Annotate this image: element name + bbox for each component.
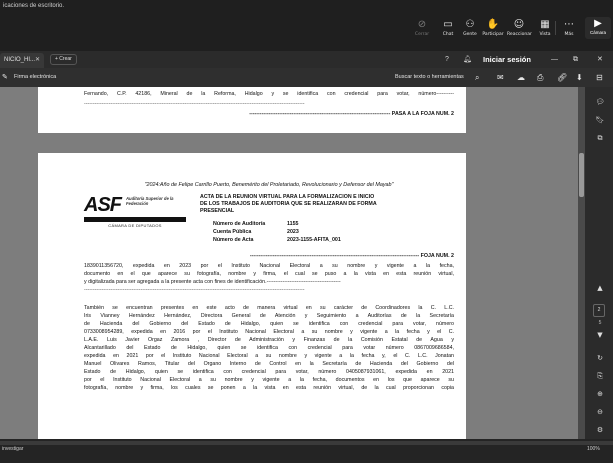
asf-logo-text: ASF: [84, 194, 121, 216]
para2-line: Alcantarillado del Estado de Hidalgo, quien se identifica con credencial para votar número 0867009686584,: [84, 345, 454, 351]
more-icon: ⋯: [564, 19, 574, 30]
page-number-field[interactable]: 2: [593, 304, 605, 317]
upload-icon[interactable]: ☁: [517, 73, 525, 82]
pdf-page-1: [38, 87, 466, 133]
para1-dash-line: -----------------------------------------------------------------------------------------------------------------------------: [84, 287, 305, 293]
page1-foja-line: -------------------------------------------------------------------------------- PASA A LA FOJA NÚM. 2: [249, 111, 454, 117]
act-title-2: DE LOS TRABAJOS DE AUDITORÍA QUE SE REALIZARÁN DE FORMA: [200, 201, 377, 207]
people-icon: ⚇: [465, 19, 475, 30]
chat-icon: ▭: [443, 19, 453, 30]
desktop-notification-text: icaciones de escritorio.: [0, 0, 613, 13]
status-bar: [0, 439, 613, 463]
meta-label: Número de Acta: [213, 237, 254, 243]
para1-line: documento en el que aparece su fotografía, nombre y firma, el cual se puso a la vista en esta reunión virtual,: [84, 271, 454, 277]
document-tab[interactable]: NICIO_HI...: [0, 53, 44, 68]
para2-line: L.A.E. Luis Javier Orgaz Zamora , Director de Administración y Finanzas de la Comisión Estatal de Agua y: [84, 337, 454, 343]
sign-in-button[interactable]: Iniciar sesión: [483, 55, 531, 64]
document-viewer[interactable]: [0, 87, 585, 439]
para2-line: Iris Vianney Hernández Hernández, Directora General de Atención y Seguimiento a Auditorías de la Secretaría: [84, 313, 454, 319]
link-icon[interactable]: 🔗︎: [557, 73, 568, 82]
help-icon[interactable]: ?: [445, 56, 449, 63]
chat-button[interactable]: ▭ Chat: [436, 19, 460, 37]
view-button[interactable]: ▦ Vista: [533, 19, 557, 37]
zoom-out-icon[interactable]: ⊖: [597, 408, 603, 416]
asf-logo: [84, 192, 188, 230]
bell-icon[interactable]: 🔔︎: [463, 56, 472, 63]
teams-meeting-bar: [0, 0, 613, 51]
asf-logo-subtitle: Auditoría Superior de la Federación: [126, 196, 174, 206]
search-icon[interactable]: ⌕: [475, 73, 480, 82]
para2-line: Estado de Hidalgo, quien se identifica con credencial para votar, número 0405087931061, expedida en 2021: [84, 369, 454, 375]
page-down-icon[interactable]: ▼: [597, 331, 603, 339]
react-icon: ☺: [513, 19, 525, 30]
page-total: 5: [598, 320, 602, 326]
gear-icon[interactable]: ⚙: [596, 426, 604, 434]
people-button[interactable]: ⚇ Gente: [458, 19, 482, 37]
bookmark-icon[interactable]: 🔖︎: [595, 116, 605, 124]
close-button[interactable]: ⊘ Cerrar: [410, 19, 434, 37]
browser-tab-bar: [0, 51, 613, 68]
para1-line: y digitalizada para ser agregada a la presente acta con fines de identificación.------------------------------------------: [84, 279, 341, 285]
para2-line: Manuel Olivares Ramos, Titular del Órgano Interno de Control en la Secretaría de Hacienda del Gobierno del: [84, 361, 454, 367]
foja-line: ------------------------------------------------------------------------------------------------ FOJA NÚM. 2: [249, 253, 454, 259]
meta-value: 2023-1155-AFITA_001: [287, 237, 341, 243]
camera-icon: ▶: [594, 18, 602, 29]
pdf-page-2: [38, 153, 466, 439]
restore-icon[interactable]: ⧉: [573, 56, 578, 63]
page1-dash-line: -----------------------------------------------------------------------------------------------------------------------------: [84, 101, 305, 107]
meta-label: Número de Auditoría: [213, 221, 266, 227]
close-icon: ⊘: [417, 19, 427, 30]
close-tab-icon[interactable]: ✕: [35, 57, 41, 63]
print-icon[interactable]: ⎙: [537, 73, 544, 82]
asf-logo-camara: CÁMARA DE DIPUTADOS: [108, 223, 162, 228]
horizontal-scrollbar[interactable]: [0, 441, 613, 445]
para2-line: expedida en 2021 por el Instituto Nacional Electoral a su nombre y vigente a la fecha y, el C. L.C. Jonatan: [84, 353, 454, 359]
act-title-1: ACTA DE LA REUNIÓN VIRTUAL PARA LA FORMALIZACIÓN E INICIO: [200, 194, 375, 200]
para2-line: fotografía, nombre y firma, los cuales se ponen a la vista en esta reunión virtual, de la cual proporcionan copia: [84, 385, 454, 391]
comment-icon[interactable]: 💬︎: [595, 98, 605, 106]
minimize-icon[interactable]: —: [551, 56, 558, 63]
page1-line: Fernando, C.P. 42186, Mineral de la Reforma, Hidalgo y se identifica con credencial para votar, número----------: [84, 91, 454, 97]
refresh-icon[interactable]: ↻: [597, 354, 603, 362]
save-page-icon[interactable]: ⎘: [597, 372, 603, 380]
create-button[interactable]: + Crear: [50, 54, 77, 65]
view-icon: ▦: [540, 19, 550, 30]
fill-sign-button[interactable]: Firma electrónica: [14, 74, 57, 80]
pages-icon[interactable]: ⧉: [597, 134, 603, 142]
para2-line: de Hacienda del Gobierno del Estado de Hidalgo, quien se identifica con credencial para votar, número: [84, 321, 454, 327]
save-icon[interactable]: ⬇: [576, 73, 583, 82]
status-text: investigar: [2, 446, 24, 452]
divider: [555, 21, 556, 35]
motto-line: "2024:Año de Felipe Carrillo Puerto, Benemérito del Proletariado, Revolucionario y Defensor del Mayab": [144, 182, 394, 188]
raise-hand-button[interactable]: ✋ Participar: [482, 19, 504, 37]
scrollbar-thumb[interactable]: [579, 153, 584, 197]
meta-value: 1155: [287, 221, 299, 227]
vertical-scrollbar[interactable]: [578, 87, 585, 439]
para2-line: También se encuentran presentes en este acto de manera virtual en su carácter de Coordinadores la C. L.C.: [84, 305, 454, 311]
camera-button[interactable]: ▶ Cámara: [585, 17, 611, 39]
window-close-icon[interactable]: ✕: [597, 56, 603, 63]
zoom-in-icon[interactable]: ⊕: [597, 390, 603, 398]
zoom-level: 100%: [587, 446, 600, 452]
act-title-3: PRESENCIAL: [200, 208, 235, 214]
more-button[interactable]: ⋯ Más: [557, 19, 581, 37]
meta-value: 2023: [287, 229, 299, 235]
meta-label: Cuenta Pública: [213, 229, 252, 235]
page-up-icon[interactable]: ▲: [597, 284, 603, 292]
viewer-toolbar: [0, 68, 613, 87]
asf-logo-bar: [84, 217, 186, 222]
search-input[interactable]: Buscar texto o herramientas: [395, 74, 464, 80]
react-button[interactable]: ☺ Reaccionar: [507, 19, 532, 37]
raise-hand-icon: ✋: [486, 19, 500, 30]
para2-line: por el Instituto Nacional Electoral a su nombre y vigente a la fecha, documentos en los que aparece su: [84, 377, 454, 383]
pen-icon[interactable]: ✎: [2, 73, 8, 81]
para2-line: 0733008954289, expedida en 2016 por el Instituto Nacional Electoral a su nombre y vigente a la fecha y el C.: [84, 329, 454, 335]
right-tools-sidebar: [585, 87, 613, 439]
sidebar-toggle-icon[interactable]: ⊟: [596, 73, 603, 82]
para1-line: 1839011356720, expedida en 2023 por el Instituto Nacional Electoral a su nombre y vigente a la fecha,: [84, 263, 454, 269]
mail-icon[interactable]: ✉: [497, 73, 504, 82]
